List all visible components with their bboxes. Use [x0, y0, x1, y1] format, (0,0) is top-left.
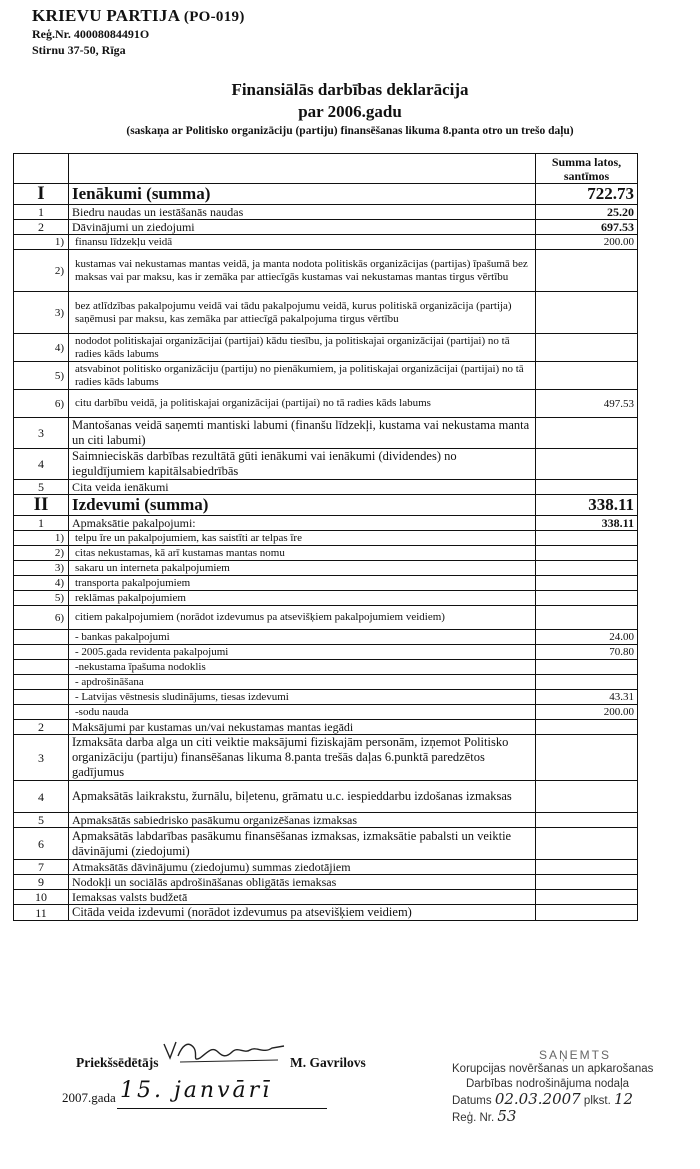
row-number: [14, 675, 69, 690]
signer-role: Priekšsēdētājs: [76, 1055, 159, 1070]
row-amount: 200.00: [536, 235, 638, 250]
table-row: [14, 690, 638, 705]
row-label: telpu īre un pakalpojumiem, kas saistīti ar telpas īre: [69, 531, 536, 546]
received-stamp: [452, 1048, 698, 1126]
row-amount: 70.80: [536, 645, 638, 660]
row-label: finansu līdzekļu veidā: [69, 235, 536, 250]
row-number: 10: [14, 890, 69, 905]
table-row: [14, 292, 638, 334]
row-amount: [536, 250, 638, 292]
org-code: (PO-019): [183, 9, 245, 25]
row-number: 3): [14, 292, 69, 334]
row-label: Izmaksāta darba alga un citi veiktie maksājumi fiziskajām personām, izņemot Politisko organizāciju (partiju) finansēšanas likuma 8.panta trešās daļas 6.punktā paredzētos gadījumus: [69, 735, 536, 781]
row-label: nododot politiskajai organizācijai (partijai) kādu tiesību, ja politiskajai organizācijai (partijai) no tā radies kāds labums: [69, 334, 536, 362]
row-amount: [536, 561, 638, 576]
table-row: [14, 334, 638, 362]
row-label: citiem pakalpojumiem (norādot izdevumus pa atsevišķiem pakalpojumiem veidiem): [69, 606, 536, 630]
row-number: [14, 630, 69, 645]
row-label: -nekustama īpašuma nodoklis: [69, 660, 536, 675]
row-label: Citāda veida izdevumi (norādot izdevumus pa atsevišķiem veidiem): [69, 905, 536, 921]
row-number: 5: [14, 813, 69, 828]
row-label: atsvabinot politisko organizāciju (partiju) no pienākumiem, ja politiskajai organizācijai (partijai) no tā radies kāds labums: [69, 362, 536, 390]
section-number: I: [14, 184, 69, 205]
row-label: Apmaksātās sabiedrisko pasākumu organizēšanas izmaksas: [69, 813, 536, 828]
stamp-header: SAŅEMTS: [538, 1048, 611, 1062]
signer-name: M. Gavrilovs: [290, 1055, 366, 1070]
row-number: 3: [14, 735, 69, 781]
row-number: 2: [14, 220, 69, 235]
row-label: -sodu nauda: [69, 705, 536, 720]
table-row: [14, 645, 638, 660]
stamp-reg-label: Reģ. Nr.: [452, 1112, 495, 1124]
stamp-date-label: Datums: [452, 1095, 492, 1107]
section-title: Izdevumi (summa): [69, 495, 536, 516]
stamp-time-value: 12: [613, 1090, 634, 1108]
section-title: Ienākumi (summa): [69, 184, 536, 205]
row-amount: [536, 781, 638, 813]
row-amount: [536, 292, 638, 334]
table-row: [14, 630, 638, 645]
row-label: Biedru naudas un iestāšanās naudas: [69, 205, 536, 220]
doc-title: Finansiālās darbības deklarācija: [231, 80, 469, 99]
row-label: Nodokļi un sociālās apdrošināšanas obligātās iemaksas: [69, 875, 536, 890]
table-row: [14, 418, 638, 449]
row-number: 4: [14, 781, 69, 813]
date-year: 2007.gada: [62, 1090, 116, 1105]
org-header: [32, 6, 245, 58]
row-amount: [536, 675, 638, 690]
org-name: KRIEVU PARTIJA: [32, 6, 180, 25]
row-label: reklāmas pakalpojumiem: [69, 591, 536, 606]
table-row: [14, 546, 638, 561]
stamp-reg-value: 53: [497, 1107, 517, 1125]
date-line: [62, 1078, 273, 1106]
table-row: [14, 516, 638, 531]
doc-subtitle: (saskaņa ar Politisko organizāciju (partiju) finansēšanas likuma 8.panta otro un trešo daļu): [126, 125, 574, 137]
row-amount: [536, 449, 638, 480]
row-number: 4): [14, 576, 69, 591]
row-amount: [536, 828, 638, 860]
row-amount: [536, 890, 638, 905]
row-amount: [536, 813, 638, 828]
row-amount: 200.00: [536, 705, 638, 720]
row-amount: [536, 591, 638, 606]
row-number: 5): [14, 591, 69, 606]
table-row: [14, 705, 638, 720]
header-num-cell: [14, 154, 69, 184]
row-label: citas nekustamas, kā arī kustamas mantas nomu: [69, 546, 536, 561]
row-number: 1): [14, 531, 69, 546]
row-label: sakaru un interneta pakalpojumiem: [69, 561, 536, 576]
row-number: 9: [14, 875, 69, 890]
date-handwritten: 15. janvārī: [120, 1078, 273, 1103]
row-number: 3): [14, 561, 69, 576]
row-label: Saimnieciskās darbības rezultātā gūti ienākumi vai ienākumi (dividendes) no ieguldījumiem kapitālsabiedrībās: [69, 449, 536, 480]
table-row: [14, 390, 638, 418]
section-total: 722.73: [536, 184, 638, 205]
table-row: [14, 362, 638, 390]
row-label: - 2005.gada revidenta pakalpojumi: [69, 645, 536, 660]
row-number: 1: [14, 516, 69, 531]
row-amount: [536, 334, 638, 362]
row-amount: 24.00: [536, 630, 638, 645]
table-row: [14, 576, 638, 591]
row-label: Maksājumi par kustamas un/vai nekustamas mantas iegādi: [69, 720, 536, 735]
row-amount: [536, 735, 638, 781]
table-row: [14, 561, 638, 576]
row-number: 2): [14, 250, 69, 292]
table-row: [14, 828, 638, 860]
row-label: transporta pakalpojumiem: [69, 576, 536, 591]
row-number: [14, 645, 69, 660]
stamp-line2: Darbības nodrošinājuma nodaļa: [466, 1078, 630, 1090]
table-row: [14, 660, 638, 675]
row-label: Apmaksātās labdarības pasākumu finansēšanas izmaksas, izmaksātie pabalsti un veiktie dāvinājumi (ziedojumi): [69, 828, 536, 860]
org-reg: Reģ.Nr. 40008084491O: [32, 27, 150, 41]
row-label: - Latvijas vēstnesis sludinājums, tiesas izdevumi: [69, 690, 536, 705]
table-row: [14, 480, 638, 495]
row-label: Mantošanas veidā saņemti mantiski labumi (finanšu līdzekļi, kustama vai nekustama manta un citi labumi): [69, 418, 536, 449]
table-row: [14, 675, 638, 690]
row-number: 4: [14, 449, 69, 480]
row-amount: [536, 418, 638, 449]
table-row: [14, 606, 638, 630]
row-amount: [536, 860, 638, 875]
row-label: Iemaksas valsts budžetā: [69, 890, 536, 905]
table-row: [14, 735, 638, 781]
row-label: Atmaksātās dāvinājumu (ziedojumu) summas ziedotājiem: [69, 860, 536, 875]
row-label: Apmaksātie pakalpojumi:: [69, 516, 536, 531]
org-name-line: [32, 6, 245, 26]
row-number: [14, 660, 69, 675]
row-label: - apdrošināšana: [69, 675, 536, 690]
table-row: [14, 813, 638, 828]
row-number: 2: [14, 720, 69, 735]
table-row: [14, 449, 638, 480]
stamp-date-row: [452, 1092, 698, 1109]
row-number: 11: [14, 905, 69, 921]
signature-block: [76, 1055, 366, 1071]
row-amount: 25.20: [536, 205, 638, 220]
row-number: 3: [14, 418, 69, 449]
declaration-table: [13, 153, 638, 921]
signature-scribble: [160, 1036, 290, 1075]
expenses-section-row: [14, 495, 638, 516]
row-amount: [536, 875, 638, 890]
row-label: kustamas vai nekustamas mantas veidā, ja manta nodota politiskās organizācijas (partijas) īpašumā bez maksas vai par maksu, kas ir zemāka par attiecīgās kustamas vai nekustamas mantas tirgus vērtību: [69, 250, 536, 292]
section-total: 338.11: [536, 495, 638, 516]
table-row: [14, 905, 638, 921]
stamp-date-value: 02.03.2007: [494, 1090, 581, 1108]
row-number: 6: [14, 828, 69, 860]
row-label: Apmaksātās laikrakstu, žurnālu, biļetenu, grāmatu u.c. iespieddarbu izdošanas izmaksas: [69, 781, 536, 813]
date-underline: [117, 1108, 327, 1109]
table-row: [14, 205, 638, 220]
table-row: [14, 720, 638, 735]
table-header-row: [14, 154, 638, 184]
row-amount: [536, 576, 638, 591]
row-amount: 43.31: [536, 690, 638, 705]
row-label: Cita veida ienākumi: [69, 480, 536, 495]
table-row: [14, 250, 638, 292]
row-number: [14, 705, 69, 720]
row-number: 4): [14, 334, 69, 362]
row-amount: 697.53: [536, 220, 638, 235]
row-label: - bankas pakalpojumi: [69, 630, 536, 645]
stamp-reg-row: [452, 1109, 698, 1126]
table-row: [14, 235, 638, 250]
row-number: 5: [14, 480, 69, 495]
row-amount: [536, 531, 638, 546]
row-number: 1: [14, 205, 69, 220]
row-amount: 338.11: [536, 516, 638, 531]
row-number: [14, 690, 69, 705]
header-label-cell: [69, 154, 536, 184]
table-row: [14, 875, 638, 890]
row-number: 6): [14, 390, 69, 418]
row-amount: [536, 606, 638, 630]
section-number: II: [14, 495, 69, 516]
row-amount: [536, 480, 638, 495]
row-amount: 497.53: [536, 390, 638, 418]
row-number: 2): [14, 546, 69, 561]
row-label: citu darbību veidā, ja politiskajai organizācijai (partijai) no tā radies kāds labums: [69, 390, 536, 418]
header-amount-cell: Summa latos, santīmos: [536, 154, 638, 184]
table-row: [14, 781, 638, 813]
row-number: 7: [14, 860, 69, 875]
org-address: Stirnu 37-50, Rīga: [32, 43, 126, 57]
row-amount: [536, 362, 638, 390]
table-row: [14, 531, 638, 546]
row-number: 6): [14, 606, 69, 630]
table-row: [14, 220, 638, 235]
table-row: [14, 890, 638, 905]
row-amount: [536, 660, 638, 675]
stamp-line1: Korupcijas novēršanas un apkarošanas: [452, 1063, 654, 1075]
income-section-row: [14, 184, 638, 205]
row-amount: [536, 905, 638, 921]
row-label: Dāvinājumi un ziedojumi: [69, 220, 536, 235]
row-number: 5): [14, 362, 69, 390]
row-label: bez atlīdzības pakalpojumu veidā vai tādu pakalpojumu veidā, kurus politiskā organizācija (partija) saņēmusi par maksu, kas zemāka par attiecīgā pakalpojuma tirgus vērtību: [69, 292, 536, 334]
table-row: [14, 591, 638, 606]
row-amount: [536, 546, 638, 561]
table-row: [14, 860, 638, 875]
row-amount: [536, 720, 638, 735]
doc-year: par 2006.gadu: [298, 102, 402, 121]
row-number: 1): [14, 235, 69, 250]
stamp-time-label: plkst.: [583, 1095, 611, 1107]
